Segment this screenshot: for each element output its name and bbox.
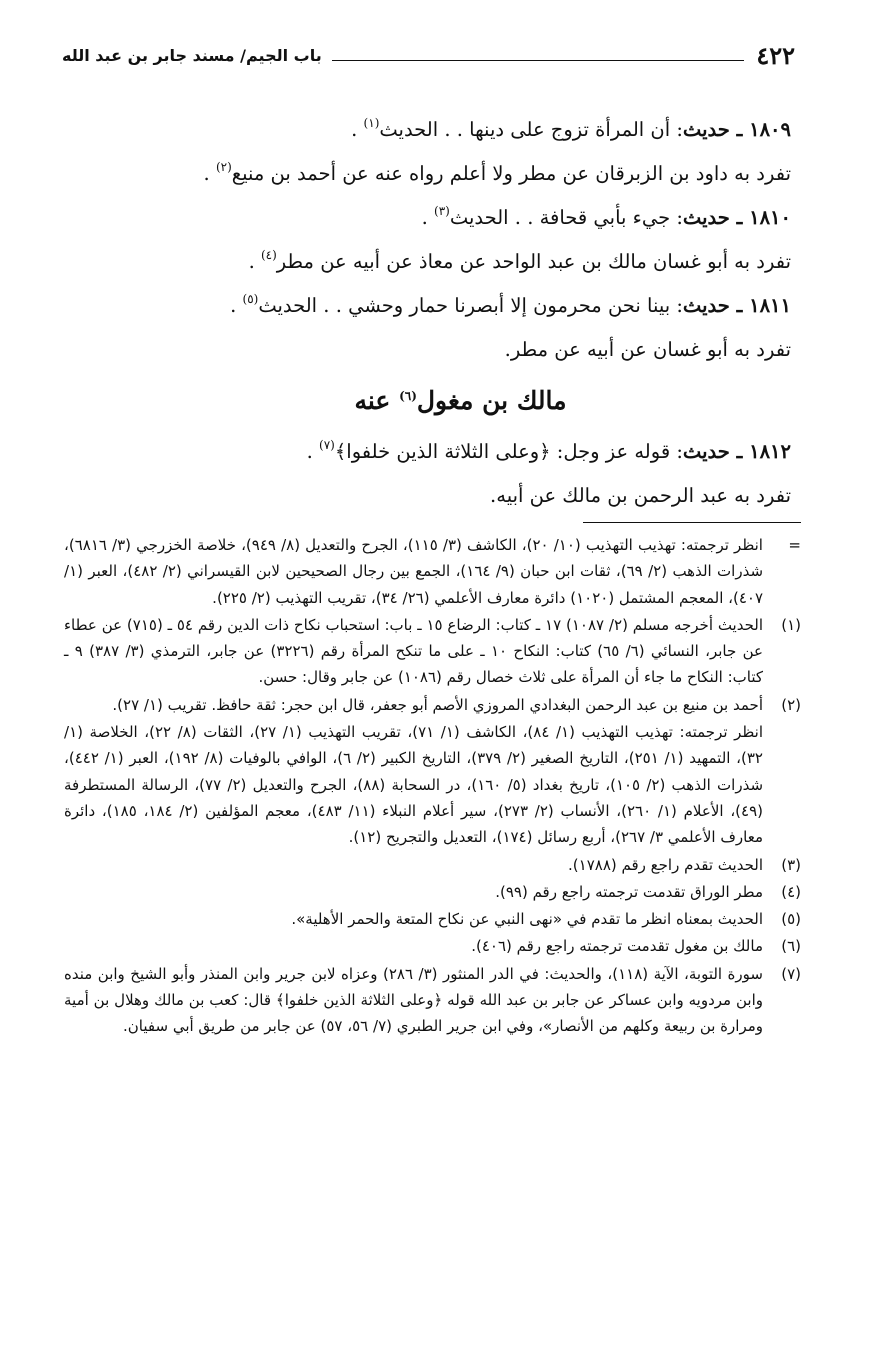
footnote-mark: (٥) bbox=[781, 910, 801, 929]
footnotes bbox=[64, 532, 801, 1041]
narration-text: تفرد به أبو غسان عن أبيه عن مطر. bbox=[504, 338, 791, 361]
footnote bbox=[64, 933, 801, 959]
hadith-word: حديث bbox=[682, 206, 730, 229]
section-suffix: عنه bbox=[354, 386, 391, 415]
footnote-text: مطر الوراق تقدمت ترجمته راجع رقم (٩٩). bbox=[495, 882, 763, 901]
note-ref[interactable]: (٣) bbox=[434, 204, 450, 218]
narration-line bbox=[90, 474, 791, 518]
footnote-mark: (٢) bbox=[781, 695, 801, 714]
hadith-number: ١٨١١ bbox=[749, 294, 791, 317]
main-text bbox=[90, 108, 791, 518]
narration-line bbox=[90, 328, 791, 372]
footnote-text: انظر ترجمته: تهذيب التهذيب (١٠/ ٢٠)، الكاشف (٣/ ١١٥)، الجرح والتعديل (٨/ ٩٤٩)، خلاصة الخزرجي (٣/ ٦٨١٦)، شذرات الذهب (٢/ ٦٩)، ثقات ابن حبان (٩/ ١٦٤)، الجمع بين رجال الصحيحين لابن القيسراني (٢/ ٤٨٢)، العبر (١/ ٤٠٧)، المعجم المشتمل (١٠٢٠) دائرة معارف الأعلمي (٢٦/ ٣٤)، تقريب التهذيب (٢/ ٢٢٥). bbox=[64, 536, 764, 607]
section-title: مالك بن مغول bbox=[416, 386, 567, 415]
hadith-text: : بينا نحن محرمون إلا أبصرنا حمار وحشي . . الحديث bbox=[258, 294, 683, 317]
narration-text: تفرد به أبو غسان مالك بن عبد الواحد عن معاذ عن أبيه عن مطر bbox=[276, 250, 791, 273]
footnote-mark: (١) bbox=[781, 615, 801, 634]
hadith-entry: ١٨٠٩ ـ حديث: أن المرأة تزوج على دينها . . الحديث$^{(١)}$ . bbox=[351, 116, 791, 141]
footnote-text: سورة التوبة، الآية (١١٨)، والحديث: في الدر المنثور (٣/ ٢٨٦) وعزاه لابن جرير وابن المنذر وأبو الشيخ وابن منده وابن مردويه وابن عساكر عن جابر بن عبد الله قوله ﴿وعلى الثلاثة الذين خلفوا﴾ قال: كعب بن مالك وهلال بن أمية ومرارة بن ربيعة وكلهم من الأنصار»، وفي ابن جرير الطبري (٧/ ٥٦، ٥٧) عن جابر من طريق أبي سفيان. bbox=[64, 964, 763, 1036]
page-header bbox=[62, 38, 795, 72]
page-number: ٤٢٢ bbox=[756, 40, 795, 70]
narration-text: تفرد به عبد الرحمن بن مالك عن أبيه. bbox=[490, 484, 791, 507]
header-rule bbox=[332, 60, 745, 61]
note-ref[interactable]: (٤) bbox=[260, 248, 277, 262]
footnote-separator bbox=[583, 522, 801, 523]
note-ref[interactable]: (١) bbox=[363, 116, 380, 130]
footnote-mark: = bbox=[788, 536, 801, 554]
footnote-text: انظر ترجمته: تهذيب التهذيب (١/ ٨٤)، الكاشف (١/ ٧١)، تقريب التهذيب (١/ ٢٧)، الثقات (٨/ ٢٢)، الخلاصة (١/ ٣٢)، التمهيد (١/ ٢٥١)، التاريخ الصغير (٢/ ٣٧٩)، التاريخ الكبير (٢/ ٦)، الوافي بالوفيات (٨/ ١٩٢)، العبر (١/ ٤٤٢)، شذرات الذهب (٢/ ١٠٥)، تاريخ بغداد (٥/ ١٦٠)، در السحابة (٨٨)، الجرح والتعديل (٢/ ٧٧)، الرسالة المستطرفة (٤٩)، الأعلام (١/ ٢٦٠)، الأنساب (٢/ ٢٧٣)، سير أعلام النبلاء (١١/ ٤٨٣)، معجم المؤلفين (٢/ ١٨٤، ١٨٥)، دائرة معارف الأعلمي ٣/ ٢٦٧)، أربع رسائل (١٧٤)، التعديل والتجريح (١٢). bbox=[64, 723, 764, 847]
footnote bbox=[64, 612, 801, 691]
running-title: باب الجيم/ مسند جابر بن عبد الله bbox=[62, 45, 322, 65]
section-heading bbox=[90, 372, 791, 430]
footnote bbox=[64, 879, 801, 905]
footnote-text: الحديث بمعناه انظر ما تقدم في «نهى النبي عن نكاح المتعة والحمر الأهلية». bbox=[291, 910, 763, 929]
footnote-mark: (٤) bbox=[781, 882, 801, 901]
hadith-entry: ١٨١٢ ـ حديث: قوله عز وجل: ﴿وعلى الثلاثة الذين خلفوا﴾$^{(٧)}$ . bbox=[306, 438, 791, 463]
note-ref[interactable]: (٢) bbox=[215, 160, 232, 174]
footnote-text: أحمد بن منيع بن عبد الرحمن البغدادي المروزي الأصم أبو جعفر، قال ابن حجر: ثقة حافظ. تقريب (١/ ٢٧). bbox=[112, 695, 763, 714]
hadith-text: : قوله عز وجل: ﴿وعلى الثلاثة الذين خلفوا﴾ bbox=[334, 440, 683, 463]
footnote bbox=[64, 852, 801, 878]
footnote-mark: (٧) bbox=[781, 964, 801, 983]
hadith-entry: ١٨١١ ـ حديث: بينا نحن محرمون إلا أبصرنا حمار وحشي . . الحديث$^{(٥)}$ . bbox=[230, 292, 791, 317]
narration-line: تفرد به داود بن الزبرقان عن مطر ولا أعلم رواه عنه عن أحمد بن منيع$^{(٢)}$ . bbox=[203, 160, 791, 185]
hadith-text: : جيء بأبي قحافة . . الحديث bbox=[449, 206, 683, 229]
note-ref[interactable]: (٥) bbox=[242, 292, 259, 306]
note-ref[interactable]: (٧) bbox=[319, 438, 335, 452]
narration-line: تفرد به أبو غسان مالك بن عبد الواحد عن معاذ عن أبيه عن مطر$^{(٤)}$ . bbox=[248, 248, 791, 273]
footnote-mark: (٦) bbox=[781, 937, 801, 956]
hadith-entry: ١٨١٠ ـ حديث: جيء بأبي قحافة . . الحديث$^{(٣)}$ . bbox=[421, 204, 791, 229]
hadith-number: ١٨٠٩ bbox=[749, 118, 791, 141]
footnote-text: الحديث أخرجه مسلم (٢/ ١٠٨٧) ١٧ ـ كتاب: الرضاع ١٥ ـ باب: استحباب نكاح ذات الدين رقم ٥٤ ـ (٧١٥) عن عطاء عن جابر، النسائي (٦/ ٦٥) كتاب: النكاح ١٠ ـ على ما تنكح المرأة رقم (٣٢٢٦) عن جابر، الترمذي (٣/ ٣٨٧) ٩ ـ كتاب: النكاح ما جاء أن المرأة على ثلاث خصال رقم (١٠٨٦) عن جابر وقال: حسن. bbox=[64, 615, 764, 687]
footnote bbox=[64, 692, 801, 718]
hadith-number: ١٨١٠ bbox=[749, 206, 791, 229]
hadith-word: حديث bbox=[682, 118, 730, 141]
footnote bbox=[64, 961, 801, 1040]
footnote-text: مالك بن مغول تقدمت ترجمته راجع رقم (٤٠٦). bbox=[471, 937, 763, 956]
footnote bbox=[64, 532, 801, 611]
hadith-word: حديث bbox=[682, 294, 730, 317]
hadith-number: ١٨١٢ bbox=[749, 440, 791, 463]
footnote bbox=[64, 906, 801, 932]
narration-text: تفرد به داود بن الزبرقان عن مطر ولا أعلم رواه عنه عن أحمد بن منيع bbox=[231, 162, 791, 185]
note-ref[interactable]: (٦) bbox=[399, 389, 417, 403]
footnote-mark: (٣) bbox=[781, 855, 801, 874]
footnote bbox=[64, 719, 801, 850]
hadith-word: حديث bbox=[682, 440, 730, 463]
hadith-text: : أن المرأة تزوج على دينها . . الحديث bbox=[379, 118, 683, 141]
footnote-text: الحديث تقدم راجع رقم (١٧٨٨). bbox=[568, 855, 763, 874]
